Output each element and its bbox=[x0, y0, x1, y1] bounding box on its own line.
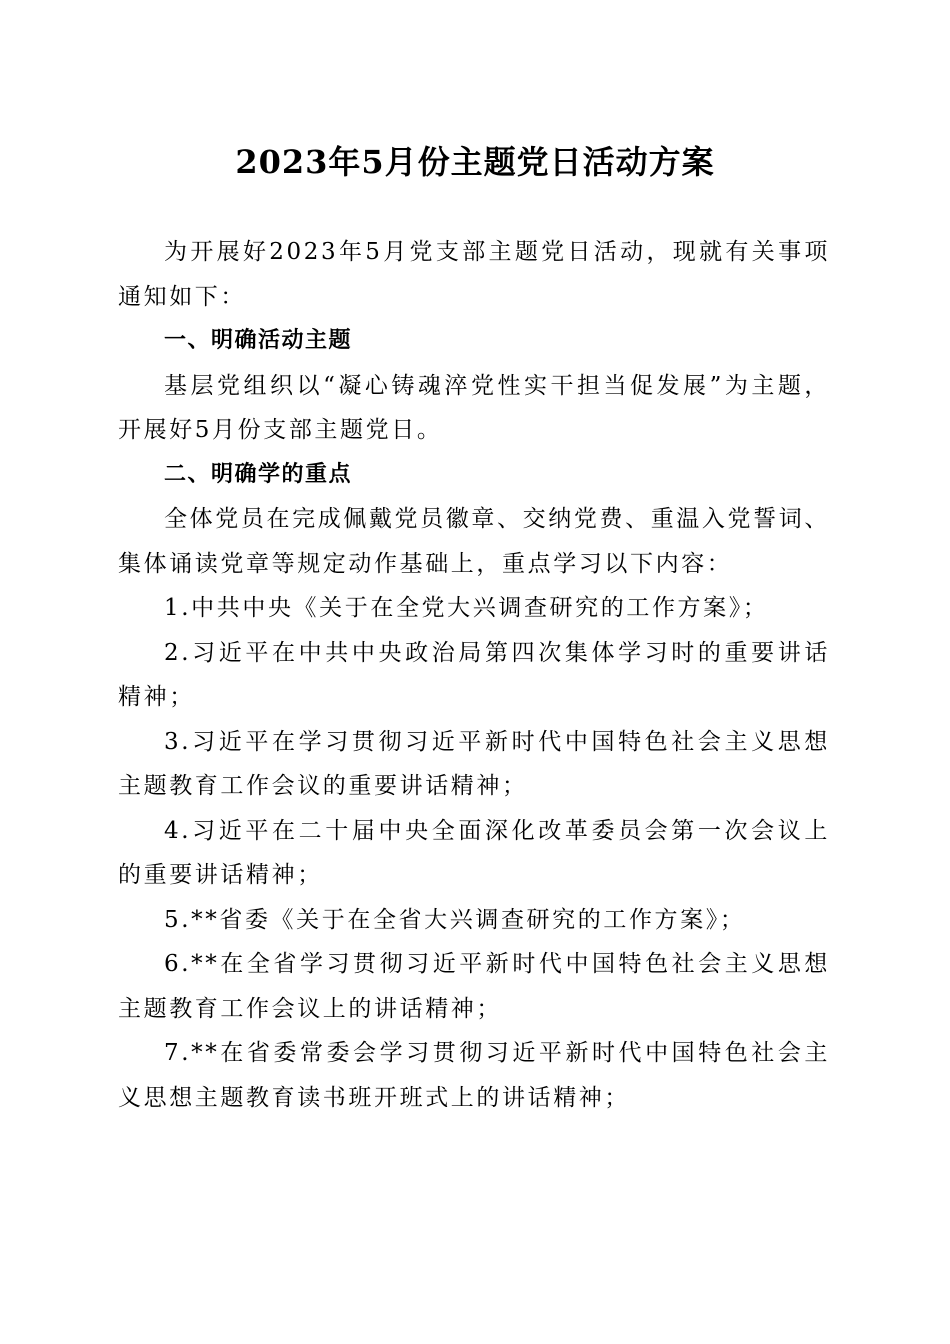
section-heading-theme: 一、明确活动主题 bbox=[164, 328, 353, 353]
section-paragraph-study-focus: 全体党员在完成佩戴党员徽章、交纳党费、重温入党誓词、集体诵读党章等规定动作基础上，重点学习以下内容： bbox=[118, 506, 830, 577]
list-item: 7.**在省委常委会学习贯彻习近平新时代中国特色社会主义思想主题教育读书班开班式上的讲话精神； bbox=[118, 1040, 830, 1111]
document-title: 2023年5月份主题党日活动方案 bbox=[235, 143, 715, 181]
list-item: 4.习近平在二十届中央全面深化改革委员会第一次会议上的重要讲话精神； bbox=[118, 817, 830, 888]
intro-paragraph: 为开展好2023年5月党支部主题党日活动，现就有关事项通知如下： bbox=[118, 239, 830, 310]
list-item: 3.习近平在学习贯彻习近平新时代中国特色社会主义思想主题教育工作会议的重要讲话精神； bbox=[118, 728, 830, 799]
list-item: 5.**省委《关于在全省大兴调查研究的工作方案》； bbox=[164, 906, 746, 933]
section-paragraph-theme: 基层党组织以“凝心铸魂淬党性实干担当促发展”为主题，开展好5月份支部主题党日。 bbox=[118, 372, 830, 443]
document-body bbox=[118, 230, 830, 1120]
list-item: 2.习近平在中共中央政治局第四次集体学习时的重要讲话精神； bbox=[118, 639, 830, 710]
list-item: 1.中共中央《关于在全党大兴调查研究的工作方案》； bbox=[164, 595, 769, 621]
list-item: 6.**在全省学习贯彻习近平新时代中国特色社会主义思想主题教育工作会议上的讲话精神； bbox=[118, 951, 830, 1022]
section-heading-study-focus: 二、明确学的重点 bbox=[164, 461, 353, 487]
